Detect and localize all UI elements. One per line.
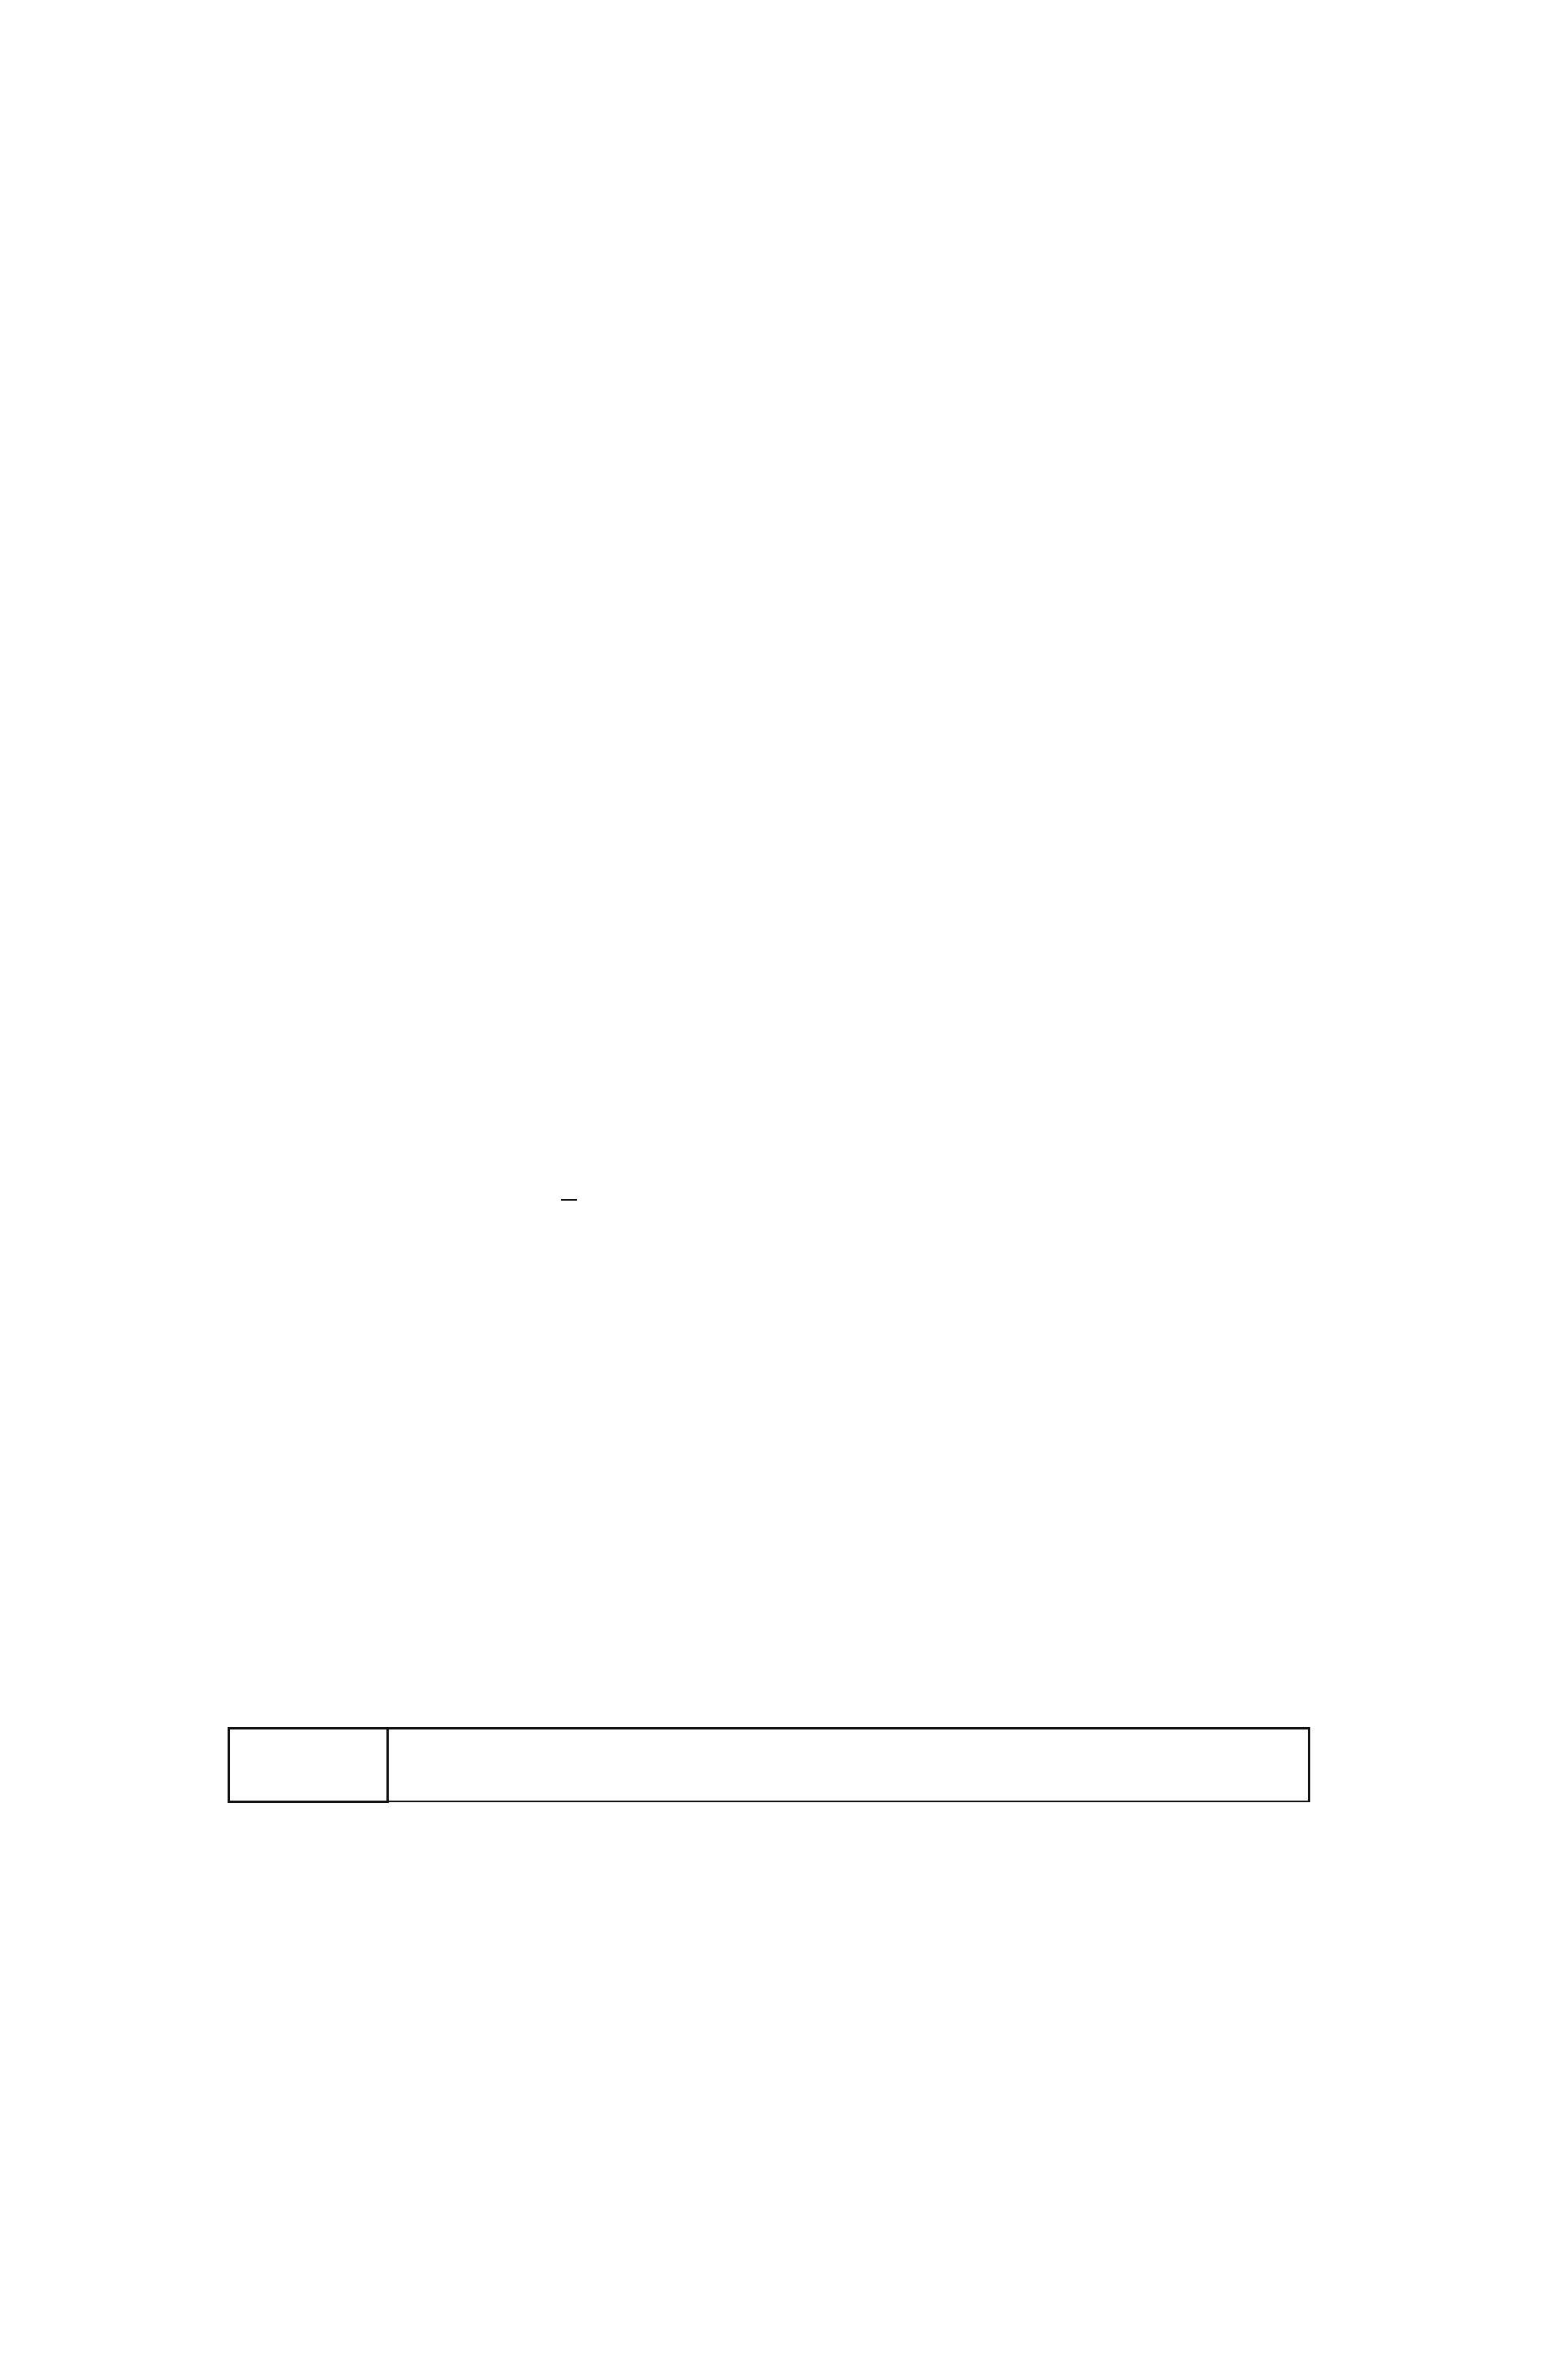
table58-corner-header [229, 1729, 388, 1802]
table58-group-header [388, 1729, 1309, 1802]
definitions-list [229, 1303, 1367, 1674]
chart-fig84 [190, 617, 759, 1059]
formula-134 [553, 1178, 577, 1215]
paragraph-eta0-line2 [415, 364, 1363, 395]
table58 [228, 1727, 1310, 1803]
chart-fig85 [782, 648, 1351, 1059]
paragraph-eta0-line3 [415, 431, 1363, 462]
formula-133 [640, 522, 648, 559]
